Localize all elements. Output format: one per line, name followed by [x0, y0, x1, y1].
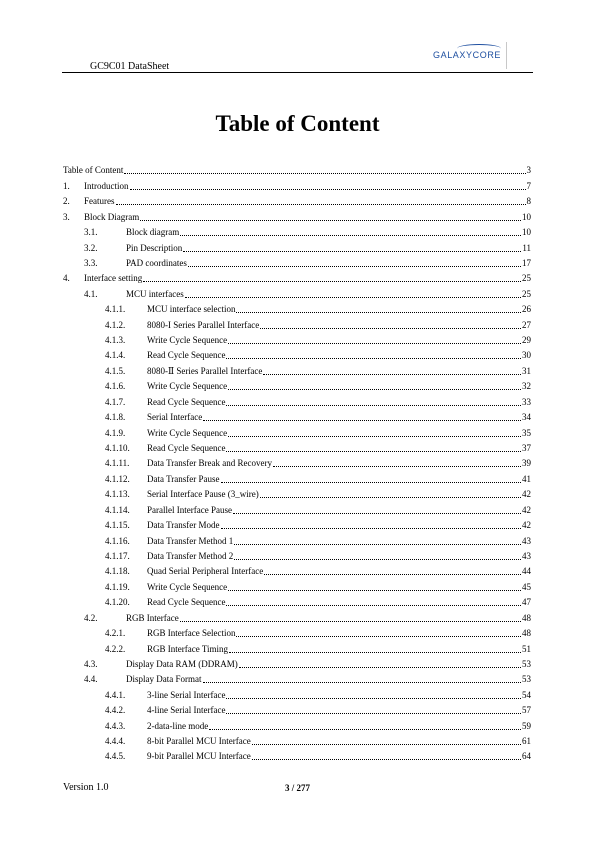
toc-entry-page: 51: [522, 643, 531, 654]
toc-entry-number: 4.2.2.: [105, 643, 126, 654]
toc-entry-label: Data Transfer Method 2: [147, 550, 234, 561]
toc-entry-label: Write Cycle Sequence: [147, 381, 228, 392]
toc-entry-number: 3.1.: [84, 227, 98, 238]
toc-entry-label: 9-bit Parallel MCU Interface: [147, 751, 251, 762]
toc-entry[interactable]: [63, 377, 531, 392]
toc-entry[interactable]: [63, 655, 531, 670]
toc-entry-page: 32: [522, 381, 531, 392]
toc-entry-page: 3: [526, 165, 531, 176]
toc-entry[interactable]: [63, 701, 531, 716]
toc-entry-page: 10: [522, 211, 531, 222]
toc-entry-label: RGB Interface Timing: [147, 643, 228, 654]
document-title: GC9C01 DataSheet: [90, 61, 170, 72]
page-title: Table of Content: [215, 111, 380, 136]
toc-entry-label: Serial Interface Pause (3_wire): [147, 489, 259, 500]
toc-entry-page: 53: [522, 658, 531, 669]
toc-entry[interactable]: [63, 269, 531, 284]
toc-entry[interactable]: [63, 624, 531, 639]
toc-entry-number: 4.1.13.: [105, 489, 130, 500]
toc-entry-label: Display Data Format: [126, 674, 202, 685]
toc-entry[interactable]: [63, 284, 531, 299]
toc-entry-number: 4.1.20.: [105, 597, 130, 608]
toc-entry-number: 2.: [63, 196, 70, 207]
footer-page-number: 3 / 277: [284, 783, 310, 793]
toc-entry-number: 4.1.: [84, 288, 98, 299]
toc-entry-page: 33: [522, 396, 531, 407]
toc-entry-number: 4.1.15.: [105, 520, 130, 531]
toc-entry-label: 4-line Serial Interface: [147, 705, 226, 716]
toc-entry-page: 35: [522, 427, 531, 438]
toc-entry-label: Read Cycle Sequence: [147, 443, 226, 454]
toc-dot-leader: [183, 251, 521, 252]
toc-entry-label: Quad Serial Peripheral Interface: [147, 566, 264, 577]
toc-entry[interactable]: [63, 454, 531, 469]
toc-dot-leader: [229, 652, 521, 653]
toc-entry-label: Read Cycle Sequence: [147, 396, 226, 407]
toc-entry-page: 41: [522, 473, 531, 484]
toc-entry[interactable]: [63, 238, 531, 253]
toc-entry[interactable]: [63, 577, 531, 592]
toc-entry-label: Serial Interface: [147, 412, 203, 423]
toc-entry-number: 4.4.: [84, 674, 98, 685]
toc-entry-label: Data Transfer Mode: [147, 520, 220, 531]
toc-dot-leader: [130, 189, 526, 190]
toc-entry-page: 47: [522, 597, 531, 608]
toc-entry-page: 48: [522, 628, 531, 639]
toc-entry-label: Table of Content: [63, 165, 124, 176]
toc-entry-page: 53: [522, 674, 531, 685]
toc-entry[interactable]: [63, 300, 531, 315]
toc-entry-number: 4.1.7.: [105, 396, 126, 407]
toc-entry[interactable]: [63, 223, 531, 238]
toc-entry-page: 42: [522, 520, 531, 531]
toc-entry[interactable]: [63, 439, 531, 454]
toc-entry-label: Parallel Interface Pause: [147, 504, 232, 515]
toc-entry-label: Read Cycle Sequence: [147, 350, 226, 361]
toc-entry[interactable]: [63, 392, 531, 407]
toc-entry-page: 8: [526, 196, 531, 207]
toc-dot-leader: [228, 343, 521, 344]
toc-entry-number: 4.1.14.: [105, 504, 130, 515]
toc-entry-label: Block Diagram: [84, 211, 140, 222]
toc-entry-page: 25: [522, 288, 531, 299]
toc-entry-number: 4.1.5.: [105, 365, 126, 376]
toc-entry[interactable]: [63, 176, 531, 191]
toc-entry-number: 4.1.16.: [105, 535, 130, 546]
toc-entry[interactable]: [63, 469, 531, 484]
toc-entry-number: 4.4.1.: [105, 689, 126, 700]
toc-entry-page: 43: [522, 550, 531, 561]
toc-entry-label: Features: [84, 196, 115, 207]
toc-entry-page: 30: [522, 350, 531, 361]
toc-entry-number: 4.1.2.: [105, 319, 126, 330]
toc-entry[interactable]: [63, 608, 531, 623]
toc-dot-leader: [203, 420, 521, 421]
toc-entry-label: Write Cycle Sequence: [147, 427, 228, 438]
toc-entry-number: 4.1.1.: [105, 304, 126, 315]
toc-entry-label: 8080-Ⅱ Series Parallel Interface: [147, 365, 263, 376]
toc-dot-leader: [264, 574, 521, 575]
toc-entry-page: 25: [522, 273, 531, 284]
toc-entry-label: Display Data RAM (DDRAM): [126, 658, 238, 669]
toc-entry-number: 4.1.10.: [105, 443, 130, 454]
toc-entry-label: 8-bit Parallel MCU Interface: [147, 736, 251, 747]
toc-entry-page: 44: [522, 566, 531, 577]
toc-dot-leader: [143, 281, 521, 282]
toc-dot-leader: [209, 729, 521, 730]
toc-dot-leader: [226, 358, 521, 359]
toc-entry-label: RGB Interface: [126, 612, 179, 623]
toc-entry-label: 2-data-line mode: [147, 720, 209, 731]
toc-entry-number: 4.1.4.: [105, 350, 126, 361]
toc-entry[interactable]: [63, 331, 531, 346]
toc-dot-leader: [226, 698, 521, 699]
toc-entry[interactable]: [63, 423, 531, 438]
toc-entry-number: 4.1.19.: [105, 581, 130, 592]
header-rule: [62, 72, 533, 73]
toc-entry-page: 34: [522, 412, 531, 423]
toc-entry[interactable]: [63, 485, 531, 500]
toc-entry[interactable]: [63, 346, 531, 361]
toc-entry-number: 4.1.8.: [105, 412, 126, 423]
toc-entry-number: 3.2.: [84, 242, 98, 253]
toc-entry-page: 42: [522, 504, 531, 515]
toc-entry-label: Introduction: [84, 180, 129, 191]
toc-entry[interactable]: [63, 500, 531, 515]
toc-dot-leader: [236, 312, 521, 313]
toc-entry[interactable]: [63, 670, 531, 685]
toc-entry[interactable]: [63, 361, 531, 376]
toc-dot-leader: [180, 621, 521, 622]
toc-entry-page: 64: [522, 751, 531, 762]
toc-entry-label: Pin Description: [126, 242, 183, 253]
toc-entry-number: 4.1.6.: [105, 381, 126, 392]
toc-entry-page: 45: [522, 581, 531, 592]
toc-entry-number: 4.4.5.: [105, 751, 126, 762]
toc-entry-label: Write Cycle Sequence: [147, 581, 228, 592]
toc-entry[interactable]: [63, 685, 531, 700]
toc-entry[interactable]: [63, 192, 531, 207]
toc-entry[interactable]: [63, 207, 531, 222]
toc-entry[interactable]: [63, 254, 531, 269]
toc-entry-number: 4.1.11.: [105, 458, 130, 469]
toc-entry-page: 26: [522, 304, 531, 315]
footer-version: Version 1.0: [63, 782, 109, 793]
toc-entry-label: 8080-I Series Parallel Interface: [147, 319, 260, 330]
toc-entry-page: 29: [522, 335, 531, 346]
toc-dot-leader: [236, 636, 521, 637]
toc-entry-page: 39: [522, 458, 531, 469]
toc-entry[interactable]: [63, 547, 531, 562]
toc-entry-number: 4.2.: [84, 612, 98, 623]
toc-entry-page: 61: [522, 736, 531, 747]
toc-dot-leader: [252, 744, 521, 745]
toc-dot-leader: [226, 405, 521, 406]
toc-dot-leader: [226, 713, 521, 714]
toc-entry[interactable]: [63, 531, 531, 546]
toc-entry-number: 4.4.4.: [105, 736, 126, 747]
toc-dot-leader: [140, 220, 521, 221]
toc-entry-label: RGB Interface Selection: [147, 628, 236, 639]
toc-entry-number: 3.: [63, 211, 70, 222]
toc-entry-page: 17: [522, 257, 531, 268]
toc-dot-leader: [226, 451, 521, 452]
toc-entry-number: 4.1.3.: [105, 335, 126, 346]
table-of-contents: [63, 161, 531, 762]
toc-dot-leader: [226, 605, 521, 606]
toc-dot-leader: [239, 667, 521, 668]
toc-entry[interactable]: [63, 593, 531, 608]
toc-dot-leader: [188, 266, 521, 267]
toc-entry-page: 57: [522, 705, 531, 716]
toc-entry-label: 3-line Serial Interface: [147, 689, 226, 700]
toc-dot-leader: [263, 374, 521, 375]
toc-dot-leader: [273, 466, 521, 467]
toc-entry-number: 1.: [63, 180, 70, 191]
toc-entry-page: 48: [522, 612, 531, 623]
toc-entry-page: 37: [522, 443, 531, 454]
toc-entry[interactable]: [63, 747, 531, 762]
toc-dot-leader: [233, 513, 521, 514]
toc-entry-label: Interface setting: [84, 273, 143, 284]
toc-entry[interactable]: [63, 161, 531, 176]
toc-entry-number: 4.1.18.: [105, 566, 130, 577]
toc-dot-leader: [203, 682, 522, 683]
toc-entry-label: PAD coordinates: [126, 257, 187, 268]
logo-text: GALAXYCORE: [433, 50, 502, 60]
toc-entry[interactable]: [63, 562, 531, 577]
toc-entry-label: MCU interfaces: [126, 288, 184, 299]
toc-dot-leader: [221, 482, 522, 483]
toc-entry-page: 31: [522, 365, 531, 376]
toc-dot-leader: [185, 297, 521, 298]
toc-entry-number: 4.2.1.: [105, 628, 126, 639]
toc-entry[interactable]: [63, 516, 531, 531]
toc-entry-number: 4.1.9.: [105, 427, 126, 438]
toc-entry-number: 4.1.12.: [105, 473, 130, 484]
toc-entry-number: 3.3.: [84, 257, 98, 268]
toc-entry-page: 7: [526, 180, 531, 191]
toc-entry-number: 4.: [63, 273, 70, 284]
toc-entry-page: 43: [522, 535, 531, 546]
toc-dot-leader: [234, 544, 521, 545]
toc-entry-number: 4.4.2.: [105, 705, 126, 716]
toc-entry-number: 4.3.: [84, 658, 98, 669]
toc-dot-leader: [228, 590, 521, 591]
toc-entry-label: Data Transfer Break and Recovery: [147, 458, 272, 469]
toc-entry-page: 10: [522, 227, 531, 238]
toc-entry-number: 4.4.3.: [105, 720, 126, 731]
toc-entry-page: 42: [522, 489, 531, 500]
toc-entry[interactable]: [63, 639, 531, 654]
toc-entry-label: Data Transfer Pause: [147, 473, 220, 484]
toc-entry-label: Data Transfer Method 1: [147, 535, 234, 546]
toc-entry-page: 11: [522, 242, 531, 253]
toc-entry-label: Read Cycle Sequence: [147, 597, 226, 608]
toc-dot-leader: [228, 436, 521, 437]
toc-dot-leader: [260, 497, 521, 498]
toc-entry-number: 4.1.17.: [105, 550, 130, 561]
toc-dot-leader: [124, 173, 525, 174]
toc-entry-label: Write Cycle Sequence: [147, 335, 228, 346]
toc-entry[interactable]: [63, 315, 531, 330]
toc-dot-leader: [252, 759, 521, 760]
logo-divider: [506, 42, 507, 69]
toc-entry-label: MCU interface selection: [147, 304, 236, 315]
toc-entry[interactable]: [63, 732, 531, 747]
toc-dot-leader: [116, 204, 526, 205]
toc-dot-leader: [221, 528, 522, 529]
toc-entry[interactable]: [63, 408, 531, 423]
toc-entry-page: 27: [522, 319, 531, 330]
toc-entry-label: Block diagram: [126, 227, 180, 238]
toc-dot-leader: [180, 235, 521, 236]
toc-entry[interactable]: [63, 716, 531, 731]
toc-dot-leader: [228, 389, 521, 390]
toc-dot-leader: [234, 559, 521, 560]
galaxycore-logo: [433, 42, 511, 70]
toc-entry-page: 54: [522, 689, 531, 700]
toc-dot-leader: [260, 328, 521, 329]
toc-entry-page: 59: [522, 720, 531, 731]
